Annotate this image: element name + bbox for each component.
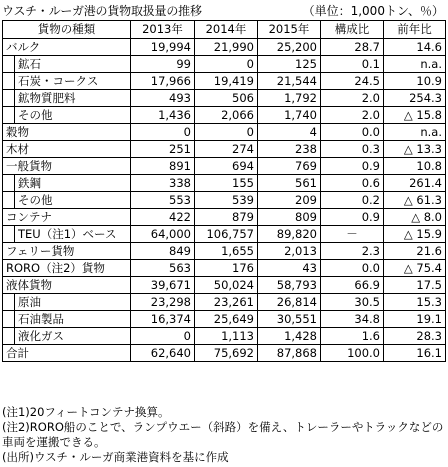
cell-2014: 0 — [195, 124, 258, 141]
row-indent — [3, 192, 15, 209]
cell-yoy: 10.9 — [384, 73, 446, 90]
table-title: ウスチ・ルーガ港の貨物取扱量の推移 — [2, 4, 202, 18]
footnote-2: (注2)RORO船のことで、ランプウエー（斜路）を備え、トレーラーやトラックなどの車両を運搬できる。 — [2, 420, 444, 449]
table-body — [3, 39, 446, 362]
cell-2013: 0 — [131, 124, 195, 141]
cell-2014: 50,024 — [195, 277, 258, 294]
cell-yoy: n.a. — [384, 56, 446, 73]
row-subcategory-label: 鉱石 — [15, 56, 131, 73]
column-header-category: 貨物の種類 — [3, 21, 131, 39]
table-row — [3, 243, 446, 260]
column-header-2014: 2014年 — [195, 21, 258, 39]
total-2014: 75,692 — [195, 345, 258, 362]
cell-yoy: 261.4 — [384, 175, 446, 192]
row-category-label: 一般貨物 — [3, 158, 131, 175]
cell-2015: 209 — [258, 192, 321, 209]
cell-2014: 506 — [195, 90, 258, 107]
cell-2015: 43 — [258, 260, 321, 277]
row-subcategory-label: 原油 — [15, 294, 131, 311]
cell-2014: 1,655 — [195, 243, 258, 260]
cell-2013: 251 — [131, 141, 195, 158]
table-row — [3, 90, 446, 107]
cell-share: 0.0 — [321, 124, 384, 141]
row-category-label: 液体貨物 — [3, 277, 131, 294]
table-row — [3, 311, 446, 328]
table-row — [3, 294, 446, 311]
cell-share: 1.6 — [321, 328, 384, 345]
cell-2014: 23,261 — [195, 294, 258, 311]
cell-yoy: 10.8 — [384, 158, 446, 175]
cell-yoy: △ 8.0 — [384, 209, 446, 226]
column-header-row — [3, 21, 446, 39]
cell-share: 30.5 — [321, 294, 384, 311]
table-row — [3, 158, 446, 175]
cell-2015: 1,792 — [258, 90, 321, 107]
table-row — [3, 73, 446, 90]
table-row — [3, 192, 446, 209]
table-row — [3, 56, 446, 73]
cell-2013: 39,671 — [131, 277, 195, 294]
cell-2015: 21,544 — [258, 73, 321, 90]
total-2015: 87,868 — [258, 345, 321, 362]
row-subcategory-label: 液化ガス — [15, 328, 131, 345]
cell-yoy: △ 61.3 — [384, 192, 446, 209]
footnote-1: (注1)20フィートコンテナ換算。 — [2, 405, 170, 419]
row-indent — [3, 226, 15, 243]
footnotes — [2, 405, 446, 465]
row-indent — [3, 294, 15, 311]
cell-2015: 238 — [258, 141, 321, 158]
column-header-yoy: 前年比 — [384, 21, 446, 39]
unit-label: （単位：1,000トン、％） — [302, 4, 444, 18]
cell-yoy: △ 75.4 — [384, 260, 446, 277]
row-category-label: RORO（注2）貨物 — [3, 260, 131, 277]
cell-2014: 2,066 — [195, 107, 258, 124]
cell-share: 0.2 — [321, 192, 384, 209]
cell-yoy: 14.6 — [384, 39, 446, 56]
cell-2014: 25,649 — [195, 311, 258, 328]
row-indent — [3, 73, 15, 90]
row-indent — [3, 56, 15, 73]
cell-yoy: 28.3 — [384, 328, 446, 345]
cell-yoy: 254.3 — [384, 90, 446, 107]
cell-share: 2.0 — [321, 90, 384, 107]
cell-2015: 30,551 — [258, 311, 321, 328]
cell-share: 0.1 — [321, 56, 384, 73]
cell-yoy: 19.1 — [384, 311, 446, 328]
cell-yoy: n.a. — [384, 124, 446, 141]
cell-yoy: 15.3 — [384, 294, 446, 311]
cell-2015: 125 — [258, 56, 321, 73]
cell-2013: 553 — [131, 192, 195, 209]
cell-yoy: △ 15.9 — [384, 226, 446, 243]
cell-2014: 274 — [195, 141, 258, 158]
table-row — [3, 141, 446, 158]
cell-2015: 89,820 — [258, 226, 321, 243]
cell-share: 66.9 — [321, 277, 384, 294]
cell-2015: 1,428 — [258, 328, 321, 345]
total-label: 合計 — [3, 345, 131, 362]
total-share: 100.0 — [321, 345, 384, 362]
row-indent — [3, 107, 15, 124]
cell-2013: 0 — [131, 328, 195, 345]
cell-share: 0.3 — [321, 141, 384, 158]
column-header-share: 構成比 — [321, 21, 384, 39]
cell-2015: 1,740 — [258, 107, 321, 124]
cargo-volume-table — [2, 20, 446, 362]
cell-yoy: 21.6 — [384, 243, 446, 260]
row-indent — [3, 90, 15, 107]
cell-2013: 849 — [131, 243, 195, 260]
cell-2013: 17,966 — [131, 73, 195, 90]
cell-2015: 26,814 — [258, 294, 321, 311]
column-header-2015: 2015年 — [258, 21, 321, 39]
row-category-label: コンテナ — [3, 209, 131, 226]
table-header — [2, 1, 446, 19]
cell-2014: 539 — [195, 192, 258, 209]
row-category-label: バルク — [3, 39, 131, 56]
cell-share: 0.0 — [321, 260, 384, 277]
cell-2013: 16,374 — [131, 311, 195, 328]
cell-2014: 19,419 — [195, 73, 258, 90]
total-2013: 62,640 — [131, 345, 195, 362]
cell-2013: 891 — [131, 158, 195, 175]
row-category-label: 木材 — [3, 141, 131, 158]
cell-2015: 561 — [258, 175, 321, 192]
cell-2013: 99 — [131, 56, 195, 73]
cell-share: 2.3 — [321, 243, 384, 260]
cell-share: 0.9 — [321, 209, 384, 226]
cell-share: － — [321, 226, 384, 243]
row-indent — [3, 328, 15, 345]
cell-yoy: △ 13.3 — [384, 141, 446, 158]
table-row — [3, 260, 446, 277]
table-row — [3, 39, 446, 56]
row-indent — [3, 175, 15, 192]
cell-2015: 809 — [258, 209, 321, 226]
cell-2015: 2,013 — [258, 243, 321, 260]
cell-share: 28.7 — [321, 39, 384, 56]
row-category-label: 穀物 — [3, 124, 131, 141]
cell-2014: 106,757 — [195, 226, 258, 243]
table-row — [3, 175, 446, 192]
table-row — [3, 328, 446, 345]
row-subcategory-label: その他 — [15, 107, 131, 124]
cell-2015: 769 — [258, 158, 321, 175]
cell-2013: 422 — [131, 209, 195, 226]
total-yoy: 16.1 — [384, 345, 446, 362]
total-row — [3, 345, 446, 362]
cell-2013: 64,000 — [131, 226, 195, 243]
table-row — [3, 124, 446, 141]
row-subcategory-label: 石炭・コークス — [15, 73, 131, 90]
cell-2013: 23,298 — [131, 294, 195, 311]
cell-2014: 176 — [195, 260, 258, 277]
cell-2013: 338 — [131, 175, 195, 192]
row-subcategory-label: 鉄鋼 — [15, 175, 131, 192]
cell-share: 0.9 — [321, 158, 384, 175]
row-subcategory-label: TEU（注1）ベース — [15, 226, 131, 243]
cell-yoy: 17.5 — [384, 277, 446, 294]
cell-2014: 0 — [195, 56, 258, 73]
cell-2013: 493 — [131, 90, 195, 107]
table-row — [3, 277, 446, 294]
cell-yoy: △ 15.8 — [384, 107, 446, 124]
cell-2014: 879 — [195, 209, 258, 226]
cell-share: 34.8 — [321, 311, 384, 328]
cell-2013: 563 — [131, 260, 195, 277]
table-row — [3, 209, 446, 226]
row-subcategory-label: 鉱物質肥料 — [15, 90, 131, 107]
footnote-source: (出所)ウスチ・ルーガ商業港資料を基に作成 — [2, 450, 229, 464]
row-category-label: フェリー貨物 — [3, 243, 131, 260]
cell-2014: 694 — [195, 158, 258, 175]
cell-2015: 58,793 — [258, 277, 321, 294]
row-subcategory-label: 石油製品 — [15, 311, 131, 328]
cell-2015: 25,200 — [258, 39, 321, 56]
cell-2014: 1,113 — [195, 328, 258, 345]
row-indent — [3, 311, 15, 328]
table-row — [3, 226, 446, 243]
cell-2014: 21,990 — [195, 39, 258, 56]
cell-share: 0.6 — [321, 175, 384, 192]
column-header-2013: 2013年 — [131, 21, 195, 39]
row-subcategory-label: その他 — [15, 192, 131, 209]
cell-2013: 19,994 — [131, 39, 195, 56]
cell-share: 24.5 — [321, 73, 384, 90]
cell-2014: 155 — [195, 175, 258, 192]
table-row — [3, 107, 446, 124]
cell-2013: 1,436 — [131, 107, 195, 124]
cell-share: 2.0 — [321, 107, 384, 124]
cell-2015: 4 — [258, 124, 321, 141]
